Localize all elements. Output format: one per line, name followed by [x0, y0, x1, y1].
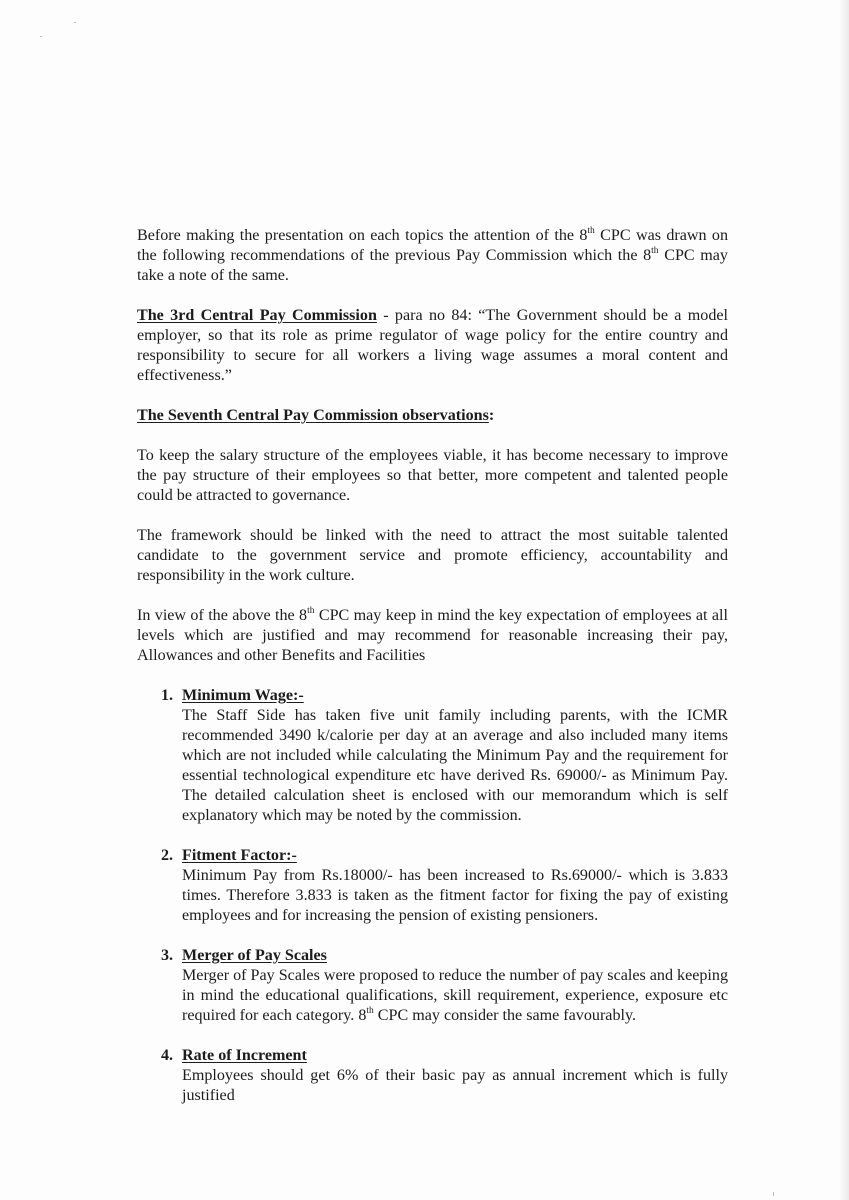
item-number: 3.	[161, 947, 174, 964]
item-body-part: Merger of Pay Scales were proposed to reduce the number of pay scales and keeping in mind the educational qualifications, skill requirement, experience, exposure etc required for each category. 8	[182, 967, 728, 1024]
item-body: Employees should get 6% of their basic pay as annual increment which is fully justified	[182, 1067, 728, 1104]
superscript-th: th	[587, 225, 595, 236]
item-body-part: CPC may consider the same favourably.	[373, 1007, 636, 1024]
item-number: 1.	[161, 687, 174, 704]
superscript-th: th	[366, 1005, 374, 1016]
third-cpc-paragraph	[137, 306, 728, 386]
item-body	[182, 966, 728, 1026]
document-body	[137, 226, 728, 1126]
heading-colon: :	[488, 407, 495, 424]
seventh-cpc-heading: The Seventh Central Pay Commission observations	[137, 407, 489, 424]
item-body: The Staff Side has taken five unit family including parents, with the ICMR recommended 3490 k/calorie per day at an average and also included many items which are not included while calculating the Minimum Pay and the requirement for essential technological expenditure etc have derived Rs. 69000/- as Minimum Pay. The detailed calculation sheet is enclosed with our memorandum which is self explanatory which may be noted by the commission.	[182, 707, 728, 824]
view-text-part: CPC may keep in mind the key expectation of employees at all levels which are justified and may recommend for reasonable increasing their pay, Allowances and other Benefits and Facilities	[137, 607, 728, 664]
superscript-th: th	[307, 605, 315, 616]
item-number: 4.	[161, 1047, 174, 1064]
item-title: Minimum Wage:-	[182, 687, 304, 704]
list-item-fitment-factor	[137, 846, 728, 926]
third-cpc-heading: The 3rd Central Pay Commission	[137, 307, 377, 324]
seventh-cpc-paragraph-1: To keep the salary structure of the employees viable, it has become necessary to improve the pay structure of their employees so that better, more competent and talented people could be attracted to governance.	[137, 447, 728, 504]
list-item-minimum-wage	[137, 686, 728, 826]
seventh-cpc-paragraph-2: The framework should be linked with the need to attract the most suitable talented candidate to the government service and promote efficiency, accountability and responsibility in the work culture.	[137, 527, 728, 584]
item-title: Fitment Factor:-	[182, 847, 297, 864]
scan-speck	[40, 36, 42, 37]
intro-text-part: CPC may take a note of the same.	[137, 247, 728, 284]
item-body: Minimum Pay from Rs.18000/- has been increased to Rs.69000/- which is 3.833 times. Therefore 3.833 is taken as the fitment factor for fixing the pay of existing employees and for increasing the pension of existing pensioners.	[182, 867, 728, 924]
item-number: 2.	[161, 847, 174, 864]
item-title: Rate of Increment	[182, 1047, 307, 1064]
intro-text-part: CPC was drawn on the following recommendations of the previous Pay Commission which the 8	[137, 227, 729, 264]
superscript-th: th	[651, 245, 659, 256]
third-cpc-quote: - para no 84: “The Government should be a model employer, so that its role as prime regulator of wage policy for the entire country and responsibility to secure for all workers a living wage assumes a moral content and effectiveness.”	[137, 307, 729, 384]
list-item-rate-of-increment	[137, 1046, 728, 1106]
scan-speck	[773, 1192, 774, 1196]
item-title: Merger of Pay Scales	[182, 947, 327, 964]
scan-speck	[74, 22, 76, 23]
scan-edge-shadow	[839, 0, 849, 1200]
intro-paragraph	[137, 226, 728, 286]
list-item-merger-of-pay-scales	[137, 946, 728, 1026]
view-paragraph	[137, 606, 728, 666]
seventh-cpc-heading-line	[137, 406, 728, 426]
view-text-part: In view of the above the 8	[137, 607, 308, 624]
recommendations-list	[137, 686, 728, 1106]
intro-text-part: Before making the presentation on each topics the attention of the 8	[137, 227, 588, 244]
